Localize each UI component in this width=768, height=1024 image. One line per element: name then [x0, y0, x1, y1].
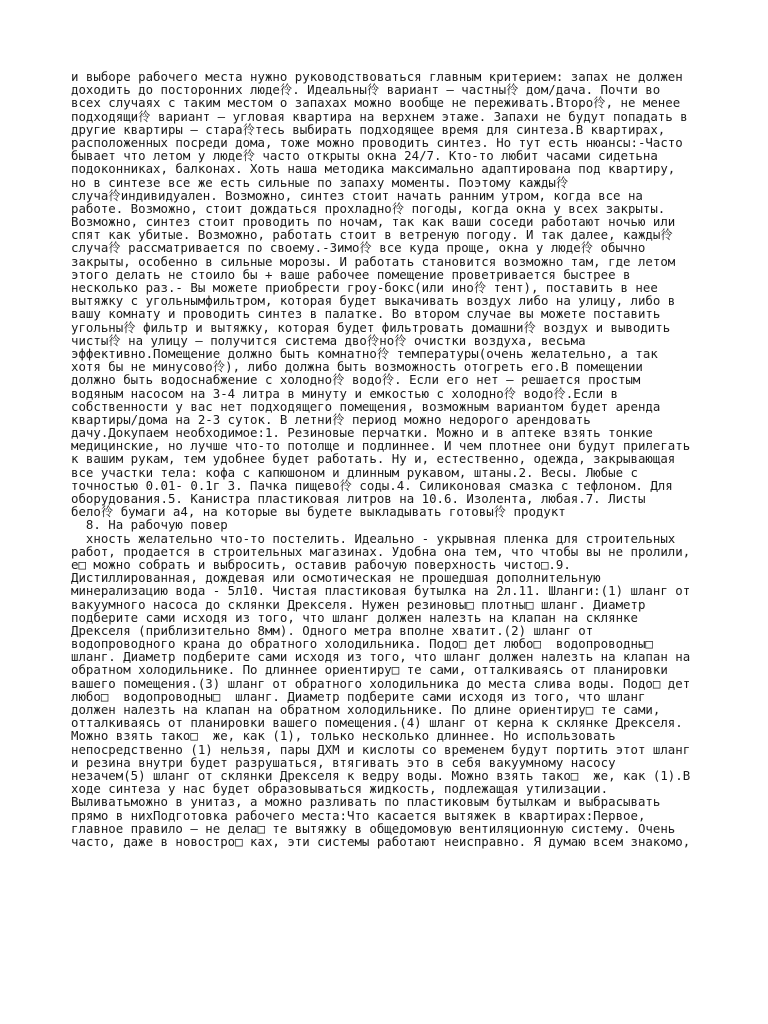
text-line: и выборе рабочего места нужно руководствоваться главным критерием: запах не должен — [71, 69, 683, 84]
document-body-text — [71, 70, 731, 848]
text-line: другие квартиры – стара彾тесь выбирать подходящее время для синтеза.В квартирах, — [71, 121, 666, 137]
text-line: вакуумного насоса до склянки Дрекселя. Нужен резиновы□ плотны□ шланг. Диаметр — [71, 596, 646, 612]
text-line: эффективно.Помещение должно быть комнатно彾 температуры(очень желательно, а так — [71, 345, 658, 361]
text-line: угольны彾 фильтр и вытяжку, которая будет фильтровать домашни彾 воздух и выводить — [71, 319, 671, 335]
text-line: минерализацию вода - 5л10. Чистая пластиковая бутылка на 2л.11. Шланги:(1) шланг от — [71, 583, 691, 599]
text-line: Возможно, синтез стоит проводить по ночам, так как ваши соседи работают ночью или — [71, 214, 676, 230]
text-line: водопроводного крана до обратного холодильника. Подо□ дет любо□ водопроводны□ — [71, 636, 653, 652]
text-line: вашу комнату и проводить синтез в палатке. Во втором случае вы можете поставить — [71, 306, 661, 322]
text-line: случа彾 рассматривается по своему.-Зимо彾 все куда проще, окна у люде彾 обычно — [71, 240, 646, 256]
text-line: должно быть водоснабжение с холодно彾 водо彾. Если его нет – решается простым — [71, 372, 641, 388]
text-line: Дистиллированная, дождевая или осмотическая не прошедшая дополнительную — [71, 570, 601, 586]
text-line: бывает что летом у люде彾 часто открыты окна 24/7. Кто-то любит часами сидетьна — [71, 148, 658, 164]
text-line: закрыты, особенно в сильные морозы. И работать становится возможно там, где летом — [71, 253, 676, 269]
text-line: бело彾 бумаги а4, на которые вы будете выкладывать готовы彾 продукт — [71, 504, 566, 520]
text-line: оборудования.5. Канистра пластиковая литров на 10.6. Изолента, любая.7. Листы — [71, 491, 646, 506]
text-line: расположенных посреди дома, тоже можно проводить синтез. Но тут есть нюансы:-Часто — [71, 134, 683, 150]
text-line: незачем(5) шланг от склянки Дрекселя к ведру воды. Можно взять тако□ же, как (1).В — [71, 767, 691, 783]
text-line: случа彾индивидуален. Возможно, синтез стоит начать ранним утром, когда все на — [71, 187, 643, 203]
text-line: квартиры/дома на 2-3 суток. В летни彾 период можно недорого арендовать — [71, 411, 591, 427]
text-line: работ, продается в строительных магазинах. Удобна она тем, что чтобы вы не пролили, — [71, 543, 691, 559]
text-line: 8. На рабочую повер — [71, 517, 228, 533]
text-line: к вашим рукам, тем удобнее будет работать. Ну и, естественно, одежда, закрывающая — [71, 451, 676, 467]
text-line: несколько раз.- Вы можете приобрести гроу-бокс(или ино彾 тент), поставить в нее — [71, 280, 658, 295]
text-line: часто, даже в новостро□ ках, эти системы работают неисправно. Я думаю всем знакомо, — [71, 833, 691, 849]
text-line: подоконниках, балконах. Хоть наша методика максимально адаптирована под квартиру, — [71, 161, 676, 177]
text-line: чисты彾 на улицу – получится система дво彾но彾 очистки воздуха, весьма — [71, 332, 586, 348]
text-line: доходить до посторонних люде彾. Идеальны彾 вариант – частны彾 дом/дача. Почти во — [71, 82, 661, 98]
text-line: работе. Возможно, стоит дождаться прохладно彾 погоды, когда окна у всех закрыты. — [71, 200, 666, 216]
text-line: должен налезть на клапан на обратном холодильнике. По длине ориентиру□ те сами, — [71, 702, 661, 717]
text-line: прямо в нихПодготовка рабочего места:Что касается вытяжек в квартирах:Первое, — [71, 807, 646, 823]
text-line: ходе синтеза у нас будет образовываться жидкость, подлежащая утилизации. — [71, 781, 609, 797]
text-line: дачу.Докупаем необходимое:1. Резиновые перчатки. Можно и в аптеке взять тонкие — [71, 425, 653, 441]
text-line: непосредственно (1) нельзя, пары ДХМ и кислоты со временем будут портить этот шланг — [71, 741, 691, 757]
text-line: точностью 0.01- 0.1г 3. Пачка пищево彾 соды.4. Силиконовая смазка с тефлоном. Для — [71, 477, 673, 493]
text-line: шланг. Диаметр подберите сами исходя из того, что шланг должен налезть на клапан на — [71, 649, 691, 665]
text-line: хотя бы не минусово彾), либо должна быть возможность отогреть его.В помещении — [71, 359, 643, 375]
text-line: водяным насосом на 3-4 литра в минуту и емкостью с холодно彾 водо彾.Если в — [71, 385, 618, 401]
text-line: все участки тела: кофа с капюшоном и длинным рукавом, штаны.2. Весы. Любые с — [71, 464, 638, 480]
text-line: Дрекселя (приблизительно 8мм). Одного метра вполне хватит.(2) шланг от — [71, 622, 594, 638]
text-line: Можно взять тако□ же, как (1), только несколько длиннее. Но использовать — [71, 728, 616, 744]
text-line: медицинские, но лучше что-то потолще и подлиннее. И чем плотнее они будут прилегать — [71, 438, 691, 454]
text-line: вытяжку с угольнымфильтром, которая будет выкачивать воздух либо на улицу, либо в — [71, 293, 676, 309]
text-line: этого делать не стоило бы + ваше рабочее помещение проветривается быстрее в — [71, 266, 631, 282]
text-line: хность желательно что-то постелить. Идеально - укрывная пленка для строительных — [71, 530, 676, 546]
text-line: любо□ водопроводны□ шланг. Диаметр подберите сами исходя из того, что шланг — [71, 688, 646, 704]
text-line: и резина внутри будет разрушаться, втягивать это в себя вакуумному насосу — [71, 754, 616, 770]
text-line: собственности у вас нет подходящего помещения, возможным вариантом будет аренда — [71, 398, 661, 414]
text-line: отталкиваясь от планировки вашего помещения.(4) шланг от керна к склянке Дрекселя. — [71, 715, 683, 731]
text-line: Выливатьможно в унитаз, а можно разливать по пластиковым бутылкам и выбрасывать — [71, 794, 661, 810]
text-line: всех случаях с таким местом о запахах можно вообще не переживать.Второ彾, не менее — [71, 95, 681, 111]
text-line: вашего помещения.(3) шланг от обратного холодильника до места слива воды. Подо□ дет — [71, 675, 691, 691]
text-line: главное правило – не дела□ те вытяжку в общедомовую вентиляционную систему. Очень — [71, 820, 676, 836]
text-line: обратном холодильнике. По длиннее ориентиру□ те сами, отталкиваясь от планировки — [71, 662, 668, 678]
text-line: подходящи彾 вариант – угловая квартира на верхнем этаже. Запахи не будут попадать в — [71, 108, 688, 124]
text-line: подберите сами исходя из того, что шланг должен налезть на клапан на склянке — [71, 609, 638, 625]
text-line: но в синтезе все же есть сильные по запаху моменты. Поэтому кажды彾 — [71, 174, 569, 190]
text-line: е□ можно собрать и выбросить, оставив рабочую поверхность чисто□.9. — [71, 556, 571, 572]
text-line: спят как убитые. Возможно, работать стоит в ветреную погоду. И так далее, кажды彾 — [71, 227, 673, 243]
